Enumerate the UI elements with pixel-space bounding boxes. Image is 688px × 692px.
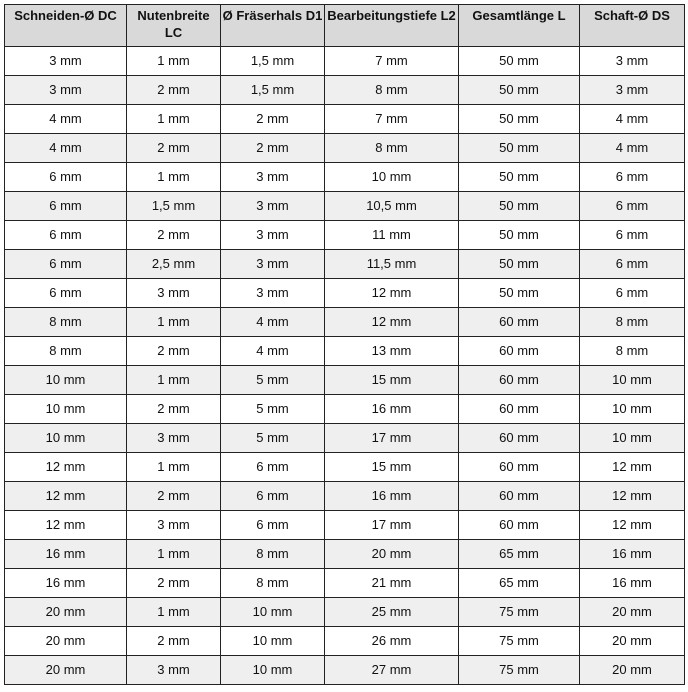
table-row bbox=[5, 511, 685, 540]
table-cell: 50 mm bbox=[459, 163, 580, 192]
table-cell: 6 mm bbox=[580, 192, 685, 221]
header-cell: Schneiden-Ø DC bbox=[5, 5, 127, 47]
table-cell: 2 mm bbox=[127, 569, 221, 598]
table-cell: 25 mm bbox=[325, 598, 459, 627]
header-row bbox=[5, 5, 685, 47]
header-cell: Gesamtlänge L bbox=[459, 5, 580, 47]
table-cell: 2 mm bbox=[221, 105, 325, 134]
table-row bbox=[5, 627, 685, 656]
table-cell: 20 mm bbox=[5, 656, 127, 685]
table-cell: 60 mm bbox=[459, 453, 580, 482]
table-cell: 1,5 mm bbox=[221, 47, 325, 76]
table-cell: 5 mm bbox=[221, 424, 325, 453]
table-cell: 50 mm bbox=[459, 192, 580, 221]
table-cell: 50 mm bbox=[459, 105, 580, 134]
table-cell: 12 mm bbox=[325, 308, 459, 337]
table-cell: 1 mm bbox=[127, 366, 221, 395]
table-cell: 1 mm bbox=[127, 308, 221, 337]
table-row bbox=[5, 598, 685, 627]
table-cell: 21 mm bbox=[325, 569, 459, 598]
table-cell: 6 mm bbox=[5, 163, 127, 192]
table-cell: 4 mm bbox=[5, 105, 127, 134]
table-cell: 1 mm bbox=[127, 47, 221, 76]
table-cell: 1,5 mm bbox=[221, 76, 325, 105]
table-cell: 6 mm bbox=[580, 163, 685, 192]
table-cell: 6 mm bbox=[221, 482, 325, 511]
table-cell: 12 mm bbox=[5, 511, 127, 540]
table-cell: 75 mm bbox=[459, 656, 580, 685]
table-cell: 10 mm bbox=[5, 395, 127, 424]
table-cell: 27 mm bbox=[325, 656, 459, 685]
table-row bbox=[5, 482, 685, 511]
table-cell: 2 mm bbox=[127, 134, 221, 163]
table-cell: 10 mm bbox=[580, 395, 685, 424]
table-cell: 13 mm bbox=[325, 337, 459, 366]
header-cell: Nutenbreite LC bbox=[127, 5, 221, 47]
table-cell: 8 mm bbox=[325, 134, 459, 163]
table-cell: 10 mm bbox=[221, 598, 325, 627]
table-cell: 4 mm bbox=[221, 308, 325, 337]
table-cell: 20 mm bbox=[325, 540, 459, 569]
table-cell: 16 mm bbox=[325, 482, 459, 511]
table-cell: 2 mm bbox=[127, 482, 221, 511]
table-cell: 16 mm bbox=[325, 395, 459, 424]
table-cell: 3 mm bbox=[221, 192, 325, 221]
table-cell: 3 mm bbox=[127, 656, 221, 685]
table-cell: 3 mm bbox=[221, 250, 325, 279]
table-cell: 20 mm bbox=[580, 627, 685, 656]
table-cell: 1 mm bbox=[127, 540, 221, 569]
table-cell: 10 mm bbox=[5, 366, 127, 395]
table-cell: 2 mm bbox=[127, 395, 221, 424]
table-row bbox=[5, 395, 685, 424]
table-row bbox=[5, 192, 685, 221]
table-row bbox=[5, 424, 685, 453]
header-cell: Ø Fräserhals D1 bbox=[221, 5, 325, 47]
table-cell: 65 mm bbox=[459, 540, 580, 569]
table-cell: 16 mm bbox=[5, 569, 127, 598]
table-cell: 12 mm bbox=[580, 453, 685, 482]
table-row bbox=[5, 540, 685, 569]
table-row bbox=[5, 76, 685, 105]
table-cell: 50 mm bbox=[459, 279, 580, 308]
table-cell: 10 mm bbox=[221, 656, 325, 685]
table-row bbox=[5, 366, 685, 395]
table-cell: 3 mm bbox=[5, 47, 127, 76]
table-cell: 1 mm bbox=[127, 453, 221, 482]
table-cell: 1 mm bbox=[127, 163, 221, 192]
table-cell: 4 mm bbox=[580, 105, 685, 134]
table-cell: 11,5 mm bbox=[325, 250, 459, 279]
table-cell: 75 mm bbox=[459, 627, 580, 656]
table-cell: 60 mm bbox=[459, 308, 580, 337]
table-cell: 6 mm bbox=[5, 221, 127, 250]
table-row bbox=[5, 163, 685, 192]
table-cell: 2,5 mm bbox=[127, 250, 221, 279]
table-cell: 16 mm bbox=[580, 540, 685, 569]
table-cell: 10 mm bbox=[325, 163, 459, 192]
table-cell: 10 mm bbox=[580, 366, 685, 395]
table-cell: 5 mm bbox=[221, 366, 325, 395]
table-cell: 3 mm bbox=[580, 47, 685, 76]
table-cell: 11 mm bbox=[325, 221, 459, 250]
table-cell: 4 mm bbox=[221, 337, 325, 366]
table-cell: 20 mm bbox=[5, 598, 127, 627]
table-cell: 2 mm bbox=[127, 337, 221, 366]
table-cell: 8 mm bbox=[5, 308, 127, 337]
table-cell: 75 mm bbox=[459, 598, 580, 627]
table-cell: 17 mm bbox=[325, 424, 459, 453]
header-cell: Bearbeitungstiefe L2 bbox=[325, 5, 459, 47]
table-cell: 8 mm bbox=[5, 337, 127, 366]
table-row bbox=[5, 250, 685, 279]
table-cell: 7 mm bbox=[325, 47, 459, 76]
table-cell: 6 mm bbox=[5, 250, 127, 279]
table-cell: 8 mm bbox=[221, 540, 325, 569]
table-cell: 6 mm bbox=[580, 250, 685, 279]
table-cell: 20 mm bbox=[580, 656, 685, 685]
table-cell: 10 mm bbox=[221, 627, 325, 656]
table-cell: 4 mm bbox=[580, 134, 685, 163]
table-cell: 17 mm bbox=[325, 511, 459, 540]
table-cell: 3 mm bbox=[127, 279, 221, 308]
table-cell: 16 mm bbox=[580, 569, 685, 598]
table-cell: 12 mm bbox=[325, 279, 459, 308]
table-cell: 2 mm bbox=[127, 221, 221, 250]
table-cell: 8 mm bbox=[325, 76, 459, 105]
table-row bbox=[5, 134, 685, 163]
table-cell: 10,5 mm bbox=[325, 192, 459, 221]
table-cell: 50 mm bbox=[459, 221, 580, 250]
table-cell: 10 mm bbox=[5, 424, 127, 453]
table-cell: 6 mm bbox=[221, 511, 325, 540]
table-row bbox=[5, 47, 685, 76]
table-row bbox=[5, 569, 685, 598]
header-cell: Schaft-Ø DS bbox=[580, 5, 685, 47]
table-cell: 65 mm bbox=[459, 569, 580, 598]
table-cell: 6 mm bbox=[221, 453, 325, 482]
table-cell: 12 mm bbox=[580, 482, 685, 511]
table-body bbox=[5, 47, 685, 685]
table-cell: 3 mm bbox=[5, 76, 127, 105]
table-row bbox=[5, 221, 685, 250]
table-cell: 15 mm bbox=[325, 366, 459, 395]
table-cell: 12 mm bbox=[5, 453, 127, 482]
table-cell: 8 mm bbox=[580, 308, 685, 337]
table-cell: 3 mm bbox=[221, 163, 325, 192]
table-cell: 4 mm bbox=[5, 134, 127, 163]
table-row bbox=[5, 656, 685, 685]
table-cell: 20 mm bbox=[580, 598, 685, 627]
dimensions-table bbox=[4, 4, 685, 685]
table-row bbox=[5, 453, 685, 482]
table-cell: 50 mm bbox=[459, 134, 580, 163]
table-cell: 3 mm bbox=[127, 424, 221, 453]
table-cell: 1 mm bbox=[127, 105, 221, 134]
table-cell: 10 mm bbox=[580, 424, 685, 453]
table-cell: 2 mm bbox=[221, 134, 325, 163]
table-cell: 26 mm bbox=[325, 627, 459, 656]
table-cell: 3 mm bbox=[221, 221, 325, 250]
table-cell: 3 mm bbox=[221, 279, 325, 308]
table-cell: 12 mm bbox=[5, 482, 127, 511]
table-cell: 60 mm bbox=[459, 424, 580, 453]
table-cell: 60 mm bbox=[459, 395, 580, 424]
table-cell: 50 mm bbox=[459, 47, 580, 76]
table-cell: 2 mm bbox=[127, 76, 221, 105]
table-cell: 6 mm bbox=[580, 279, 685, 308]
table-cell: 16 mm bbox=[5, 540, 127, 569]
table-cell: 50 mm bbox=[459, 250, 580, 279]
table-cell: 6 mm bbox=[5, 192, 127, 221]
table-cell: 6 mm bbox=[580, 221, 685, 250]
table-row bbox=[5, 279, 685, 308]
table-cell: 3 mm bbox=[580, 76, 685, 105]
table-cell: 20 mm bbox=[5, 627, 127, 656]
table-cell: 15 mm bbox=[325, 453, 459, 482]
table-row bbox=[5, 105, 685, 134]
table-cell: 1,5 mm bbox=[127, 192, 221, 221]
table-cell: 60 mm bbox=[459, 482, 580, 511]
table-cell: 8 mm bbox=[221, 569, 325, 598]
table-cell: 60 mm bbox=[459, 366, 580, 395]
table-cell: 12 mm bbox=[580, 511, 685, 540]
table-cell: 3 mm bbox=[127, 511, 221, 540]
table-cell: 60 mm bbox=[459, 511, 580, 540]
table-cell: 5 mm bbox=[221, 395, 325, 424]
table-cell: 1 mm bbox=[127, 598, 221, 627]
table-cell: 7 mm bbox=[325, 105, 459, 134]
table-cell: 60 mm bbox=[459, 337, 580, 366]
table-cell: 8 mm bbox=[580, 337, 685, 366]
table-cell: 2 mm bbox=[127, 627, 221, 656]
table-row bbox=[5, 308, 685, 337]
table-cell: 6 mm bbox=[5, 279, 127, 308]
table-cell: 50 mm bbox=[459, 76, 580, 105]
table-row bbox=[5, 337, 685, 366]
